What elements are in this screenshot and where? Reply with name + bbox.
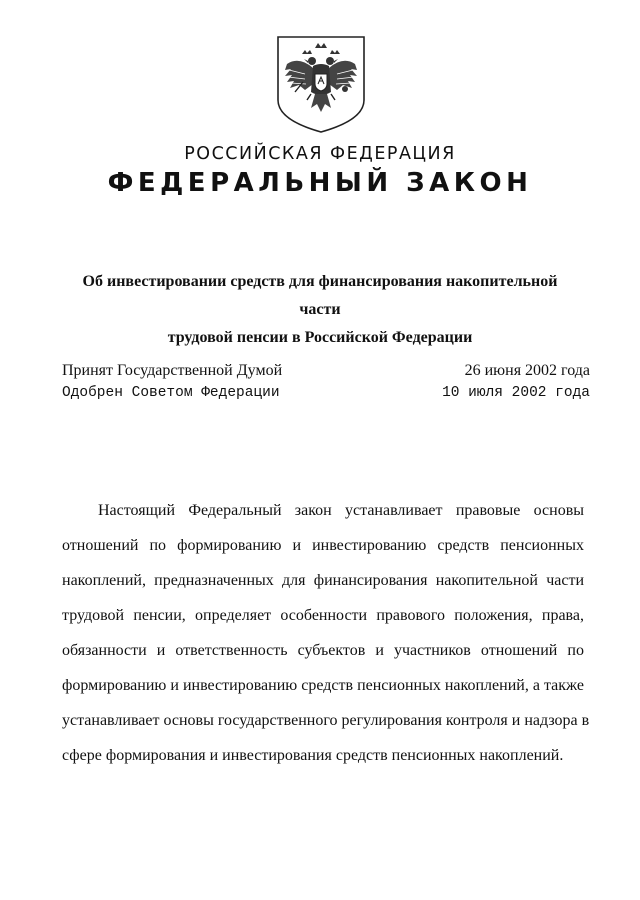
preamble-paragraph	[62, 500, 590, 780]
paragraph-line: накоплений, предназначенных для финансирования накопительной части	[62, 572, 584, 589]
law-title-line: трудовой пенсии в Российской Федерации	[167, 329, 473, 346]
paragraph-line: формированию и инвестированию средств пенсионных накоплений, а также	[62, 677, 584, 694]
adoption-date: 10 июля 2002 года	[442, 385, 590, 401]
paragraph-line: устанавливает основы государственного регулирования контроля и надзора в	[62, 712, 590, 729]
adoption-body: Одобрен Советом Федерации	[62, 385, 280, 401]
adoption-date: 26 июня 2002 года	[464, 362, 590, 379]
paragraph-line: сфере формирования и инвестирования средств пенсионных накоплений.	[62, 747, 564, 764]
paragraph-line: обязанности и ответственность субъектов и участников отношений по	[62, 642, 584, 659]
country-name: РОССИЙСКАЯ ФЕДЕРАЦИЯ	[184, 144, 456, 164]
paragraph-line: трудовой пенсии, определяет особенности правового положения, права,	[62, 607, 584, 624]
document-type-heading: ФЕДЕРАЛЬНЫЙ ЗАКОН	[107, 168, 533, 198]
adoption-body: Принят Государственной Думой	[62, 362, 283, 379]
paragraph-line: отношений по формированию и инвестированию средств пенсионных	[62, 537, 584, 554]
law-title-line: Об инвестировании средств для финансирования накопительной части	[82, 273, 558, 318]
law-title	[60, 268, 580, 352]
coat-of-arms-emblem-icon	[275, 34, 367, 134]
paragraph-line: Настоящий Федеральный закон устанавливает правовые основы	[98, 502, 584, 519]
